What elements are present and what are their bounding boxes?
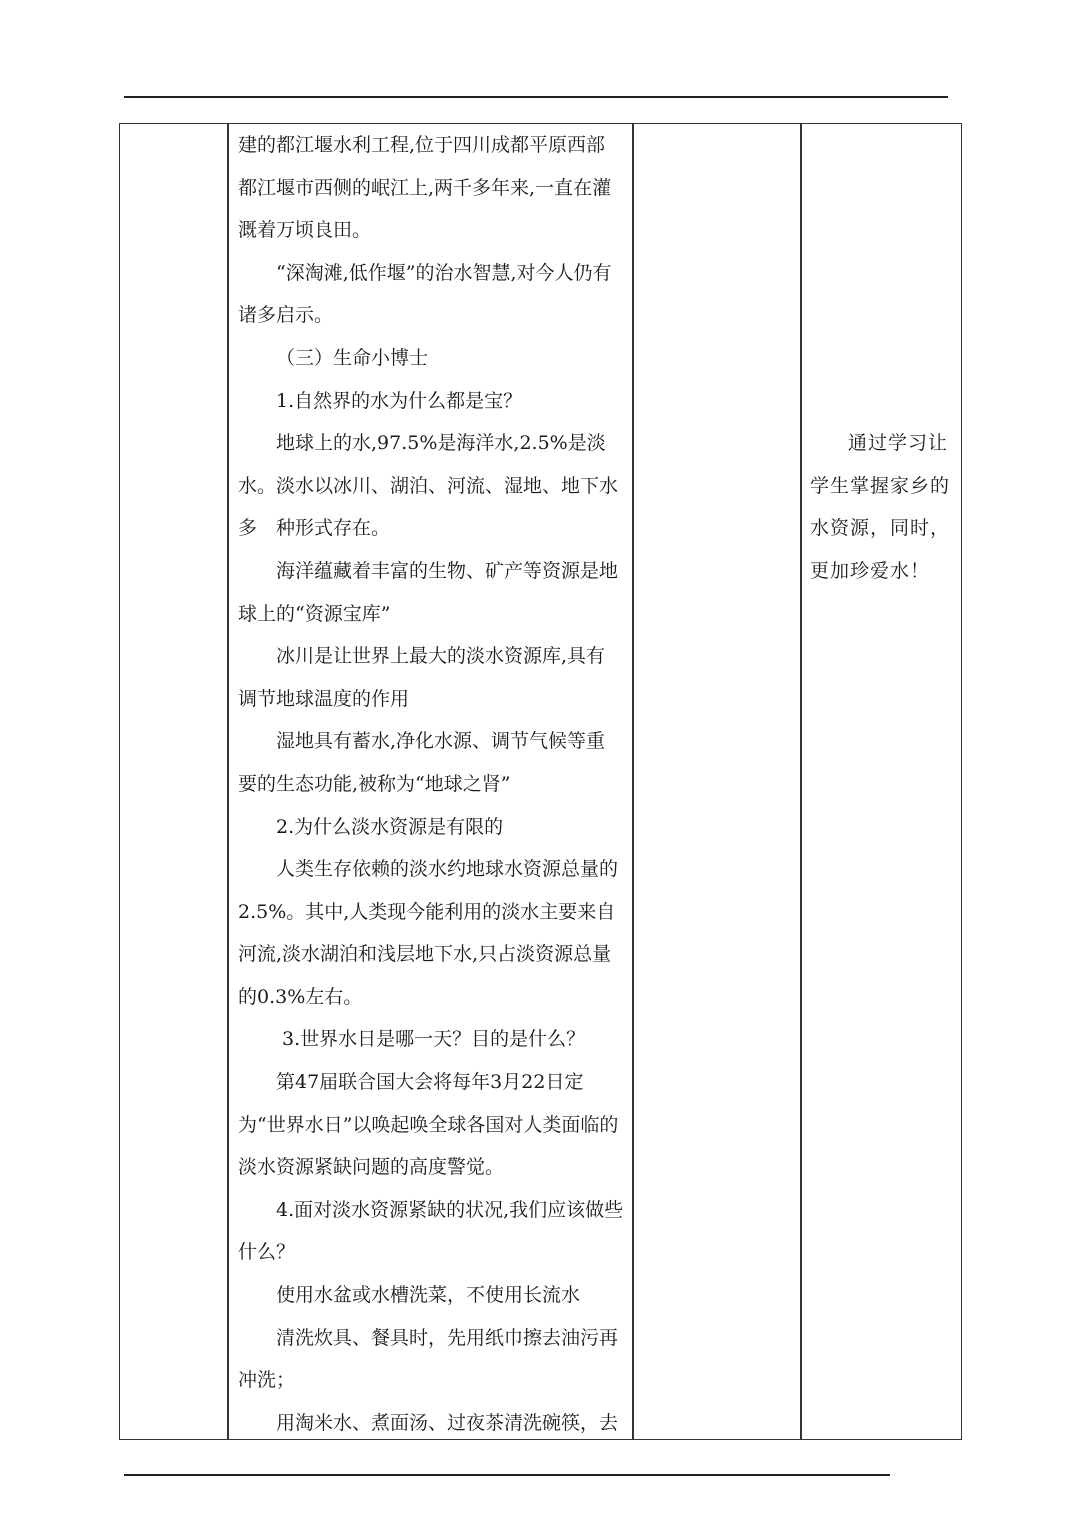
design-intent-cell — [810, 422, 955, 592]
section-heading: （三）生命小博士 — [276, 346, 429, 369]
content-paragraph: 第47届联合国大会将每年3月22日定为“世界水日”以唤起唤全球各国对人类面临的淡水资源紧缺问题的高度警觉。 — [238, 1071, 619, 1179]
column-divider — [800, 124, 802, 1439]
teaching-content-cell — [238, 124, 624, 1444]
content-paragraph: 建的都江堰水利工程,位于四川成都平原西部都江堰市西侧的岷江上,两千多年来,一直在灌溉着万顷良田。 — [238, 134, 612, 242]
question-heading: 2.为什么淡水资源是有限的 — [276, 815, 504, 838]
content-paragraph: 人类生存依赖的淡水约地球水资源总量的2.5%。其中,人类现今能利用的淡水主要来自河流,淡水湖泊和浅层地下水,只占淡资源总量的0.3%左右。 — [238, 858, 619, 1008]
question-heading: 4.面对淡水资源紧缺的状况,我们应该做些什么？ — [238, 1198, 624, 1264]
header-rule — [124, 96, 948, 98]
content-paragraph: “深淘滩,低作堰”的治水智慧,对今人仍有诸多启示。 — [238, 261, 612, 327]
lesson-table — [119, 123, 962, 1440]
content-paragraph: 清洗炊具、餐具时，先用纸巾擦去油污再冲洗； — [238, 1326, 619, 1392]
content-paragraph: 海洋蕴藏着丰富的生物、矿产等资源是地球上的“资源宝库” — [238, 559, 619, 625]
question-heading: 3.世界水日是哪一天？目的是什么？ — [282, 1028, 586, 1051]
column-divider — [632, 124, 634, 1439]
design-intent-text: 通过学习让学生掌握家乡的水资源，同时，更加珍爱水！ — [810, 432, 951, 582]
content-paragraph: 使用水盆或水槽洗菜，不使用长流水 — [276, 1284, 581, 1307]
content-paragraph: 湿地具有蓄水,净化水源、调节气候等重要的生态功能,被称为“地球之肾” — [238, 730, 606, 795]
content-paragraph: 地球上的水,97.5%是海洋水,2.5%是淡水。淡水以冰川、湖泊、河流、湿地、地下水多 种形式存在。 — [238, 432, 619, 540]
footer-rule — [124, 1474, 890, 1476]
content-paragraph: 冰川是让世界上最大的淡水资源库,具有调节地球温度的作用 — [238, 645, 606, 710]
column-divider — [227, 124, 229, 1439]
question-heading: 1.自然界的水为什么都是宝？ — [276, 389, 523, 412]
content-paragraph: 用淘米水、煮面汤、过夜茶清洗碗筷，去 — [276, 1411, 619, 1434]
